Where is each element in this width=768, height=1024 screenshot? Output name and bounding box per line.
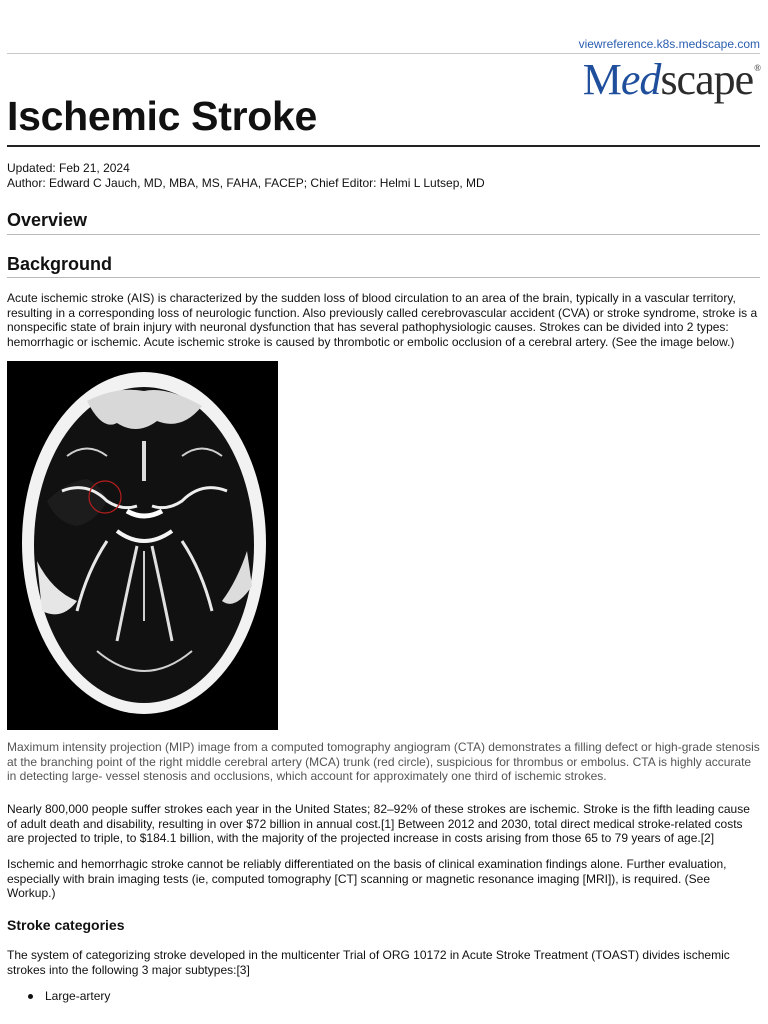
page-title: Ischemic Stroke xyxy=(7,93,317,139)
section-heading-overview: Overview xyxy=(7,210,88,230)
title-divider xyxy=(7,145,760,147)
header-divider xyxy=(7,53,760,54)
source-url-link[interactable]: viewreference.k8s.medscape.com xyxy=(578,37,760,51)
background-paragraph-1: Acute ischemic stroke (AIS) is characterized by the sudden loss of blood circulation to an area of the brain, typically in a vascular territory, resulting in a corresponding loss of neurologic function. Also previously called cerebrovascular accident (CVA) or stroke syndrome, stroke is a nonspecific state of brain injury with neuronal dysfunction that has several pathophysiologic causes. Strokes can be divided into 2 types: hemorrhagic or ischemic. Acute ischemic stroke is caused by thrombotic or embolic occlusion of a cerebral artery. (See the image below.) xyxy=(7,291,758,349)
stroke-categories-paragraph: The system of categorizing stroke developed in the multicenter Trial of ORG 10172 in Acute Stroke Treatment (TOAST) divides ischemic strokes into the following 3 major subtypes:[3] xyxy=(7,948,730,977)
logo-part-scape: scape xyxy=(660,55,754,104)
article-meta xyxy=(7,161,485,191)
stroke-categories-heading: Stroke categories xyxy=(7,917,125,933)
logo-part-m: M xyxy=(582,55,621,104)
cta-brain-image[interactable] xyxy=(7,361,278,730)
medscape-logo[interactable] xyxy=(583,56,760,104)
brain-scan-graphic xyxy=(7,361,278,730)
section-heading-background: Background xyxy=(7,254,113,274)
figure-caption: Maximum intensity projection (MIP) image from a computed tomography angiogram (CTA) demonstrates a filling defect or high-grade stenosis at the branching point of the right middle cerebral artery (MCA) trunk (red circle), suspicious for thrombus or embolus. CTA is highly accurate in detecting large- vessel stenosis and occlusions, which account for approximately one third of ischemic strokes. xyxy=(7,740,760,784)
background-divider xyxy=(7,277,760,278)
list-item: Large-artery xyxy=(28,988,110,1004)
stroke-subtype-list xyxy=(28,988,110,1004)
background-paragraph-2: Nearly 800,000 people suffer strokes each year in the United States; 82–92% of these strokes are ischemic. Stroke is the fifth leading cause of adult death and disability, resulting in over $72 billion in annual cost.[1] Between 2012 and 2030, total direct medical stroke-related costs are projected to triple, to $184.1 billion, with the majority of the projected increase in costs arising from those 65 to 79 years of age.[2] xyxy=(7,802,750,846)
overview-divider xyxy=(7,234,760,235)
background-paragraph-3: Ischemic and hemorrhagic stroke cannot be reliably differentiated on the basis of clinical examination findings alone. Further evaluation, especially with brain imaging tests (ie, computed tomography [CT] scanning or magnetic resonance imaging [MRI]), is required. (See Workup.) xyxy=(7,857,727,901)
logo-part-ed: ed xyxy=(620,55,661,104)
updated-date: Updated: Feb 21, 2024 xyxy=(7,161,130,175)
author-line: Author: Edward C Jauch, MD, MBA, MS, FAHA, FACEP; Chief Editor: Helmi L Lutsep, MD xyxy=(7,176,485,190)
logo-registered-mark: ® xyxy=(754,63,760,73)
